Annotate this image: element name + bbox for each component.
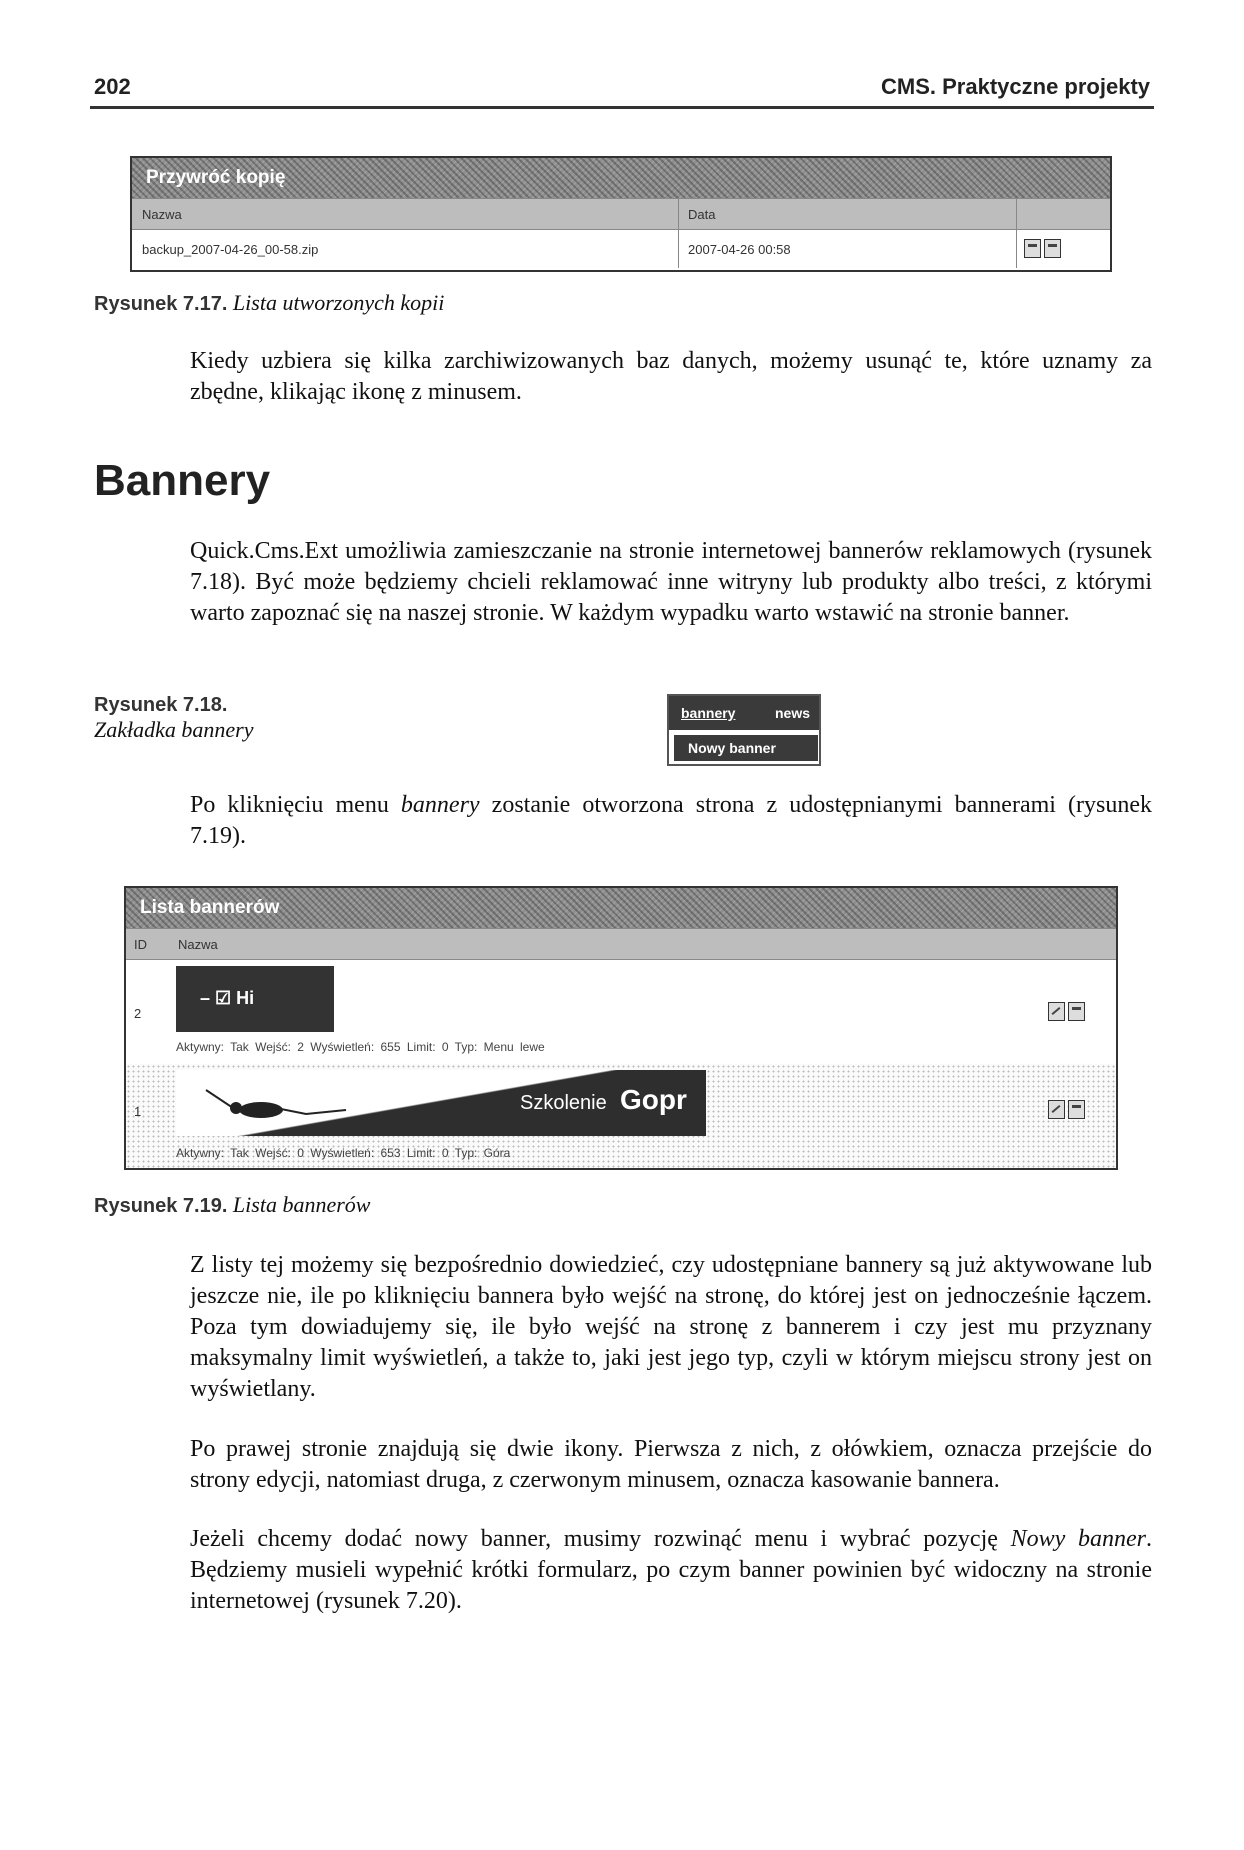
panel-title: Lista bannerów [126,888,1116,928]
paragraph-text: Jeżeli chcemy dodać nowy banner, musimy rozwinąć menu i wybrać pozycję [190,1526,1011,1552]
column-header-data: Data [688,207,716,222]
paragraph: Z listy tej możemy się bezpośrednio dowiedzieć, czy udostępniane bannery są już aktywowane lub jeszcze nie, ile po kliknięciu bannera było wejść na stronę, do której jest on jednocześnie łączem. Poza tym dowiadujemy się, ile było wejść na stronę z bannerem i czy jest mu przyznany maksymalny limit wyświetleń, a także to, jaki jest jego typ, czyli w którym miejscu strony jest on wyświetlany. [190,1252,1152,1402]
column-divider [1016,199,1017,229]
delete-minus-icon[interactable] [1044,239,1061,258]
caption-label: Rysunek 7.18. [94,694,228,716]
header-rule [90,106,1154,109]
column-divider [1016,230,1017,268]
caption-label: Rysunek 7.17. [94,293,228,315]
banner-text: Szkolenie [520,1092,607,1114]
paragraph [190,790,1152,852]
banner-label: Hi [236,988,255,1008]
table-header [132,198,1110,230]
tab-bannery[interactable]: bannery [681,705,736,721]
menu-item-nowy-banner[interactable]: Nowy banner [673,734,819,762]
page-number: 202 [94,74,131,99]
paragraph: Quick.Cms.Ext umożliwia zamieszczanie na stronie internetowej bannerów reklamowych (rysunek 7.18). Być może będziemy chcieli reklamować inne witryny lub produkty albo treści, z którymi warto zapoznać się na naszej stronie. W każdym wypadku warto wstawić na stronie banner. [190,538,1152,626]
section-heading: Bannery [94,456,271,505]
paragraph-text: Po kliknięciu menu [190,792,401,818]
paragraph-text: zostanie otworzona strona z udostępnianymi bannerami (rysunek 7.19). [190,792,1153,849]
restore-icon[interactable] [1024,239,1041,258]
column-header-nazwa: Nazwa [178,937,218,952]
figure-caption-719 [94,1192,370,1218]
column-divider [678,230,679,268]
banner-image-gopr[interactable] [176,1070,706,1136]
banner-meta: Aktywny: Tak Wejść: 0 Wyświetleń: 653 Limit: 0 Typ: Góra [176,1146,511,1160]
column-divider [678,199,679,229]
caption-text: Lista bannerów [232,1192,371,1217]
backup-date: 2007-04-26 00:58 [688,242,791,257]
paragraph-emphasis: bannery [400,792,480,818]
paragraph: Po prawej stronie znajdują się dwie ikony. Pierwsza z nich, z ołówkiem, oznacza przejście do strony edycji, natomiast druga, z czerwonym minusem, oznacza kasowanie bannera. [190,1436,1152,1493]
caption-text: Lista utworzonych kopii [232,290,445,315]
delete-minus-icon[interactable] [1068,1002,1085,1021]
figure-caption-717 [94,290,444,316]
banner-id: 1 [134,1104,142,1119]
banner-id: 2 [134,1006,142,1021]
paragraph: Kiedy uzbiera się kilka zarchiwizowanych baz danych, możemy usunąć te, które uznamy za zbędne, klikając ikonę z minusem. [190,348,1152,405]
running-title: CMS. Praktyczne projekty [881,74,1150,99]
paragraph [190,1524,1152,1617]
tab-news[interactable]: news [775,705,811,721]
paragraph-text: . Będziemy musieli wypełnić krótki formularz, po czym banner powinien być widoczny na stronie internetowej (rysunek 7.20). [190,1526,1152,1614]
column-header-nazwa: Nazwa [142,207,182,222]
tab-bar [669,696,819,730]
backup-filename[interactable]: backup_2007-04-26_00-58.zip [142,242,319,257]
paragraph-emphasis: Nowy banner [1010,1526,1146,1552]
backup-list-panel [130,156,1112,272]
menu-tabs [667,694,821,766]
column-header-id: ID [134,937,147,952]
banner-image-hi[interactable] [176,966,334,1032]
panel-title: Przywróć kopię [132,158,1110,198]
caption-text: Zakładka bannery [94,717,254,742]
banner-text: – ☑ Hi [200,988,255,1008]
banner-meta: Aktywny: Tak Wejść: 2 Wyświetleń: 655 Limit: 0 Typ: Menu lewe [176,1040,545,1054]
banner-text-bold: Gopr [620,1084,687,1115]
edit-pencil-icon[interactable] [1048,1100,1065,1119]
figure-caption-718 [94,694,253,743]
delete-minus-icon[interactable] [1068,1100,1085,1119]
table-header [126,928,1116,960]
caption-label: Rysunek 7.19. [94,1195,228,1217]
edit-pencil-icon[interactable] [1048,1002,1065,1021]
table-row [132,230,1110,268]
climber-figure [196,1070,366,1136]
